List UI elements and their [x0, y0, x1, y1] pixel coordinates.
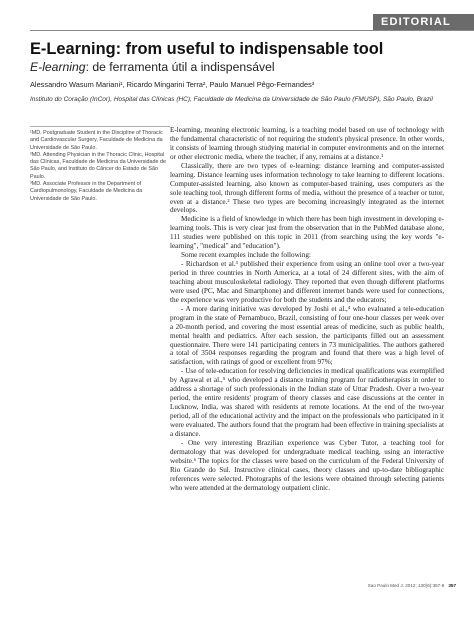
- body-paragraph: E-learning, meaning electronic learning, is a teaching model based on use of technology with the fundamental characteristic of not requiring the student's physical presence. In other words, it consists of learning through studying material in computer environments and on the internet or other electronic media, where the teacher, if any, remains at a distance.¹: [170, 126, 444, 161]
- article-subtitle: [30, 60, 460, 75]
- section-label: EDITORIAL: [373, 14, 474, 31]
- subtitle-rest: : de ferramenta útil a indispensável: [85, 60, 275, 74]
- article-body: [170, 126, 444, 492]
- body-paragraph: Classically, there are two types of e-learning: distance learning and computer-assisted learning. Distance learning uses information technology to take learning to different locations. Computer-assisted learning, also known as computer-based training, uses computers as the sole teaching tool, through different forms of media, without the presence of a teacher or tutor, even at a distance.² These two types are becoming increasingly integrated as the internet develops.: [170, 161, 444, 215]
- author-footnotes: [30, 126, 170, 203]
- page-footer: [368, 583, 456, 589]
- author-affiliation: Instituto do Coração (InCor), Hospital das Clínicas (HC), Faculdade de Medicina da Universidade de São Paulo (FMUSP), São Paulo, Brazil: [30, 96, 433, 103]
- body-list-item: - One very interesting Brazilian experience was Cyber Tutor, a teaching tool for dermatology that was developed for undergraduate medical teaching, using an interactive website.⁶ The topics for the classes were based on the curriculum of the Federal University of Rio Grande do Sul. Instructive clinical cases, theory classes and up-to-date bibliographic references were selected. Photographs of the lesions were obtained through selecting patients who were attended at the dermatology outpatient clinic.: [170, 438, 444, 492]
- body-paragraph: Medicine is a field of knowledge in which there has been high investment in developing e-learning tools. This is very clear just from the observation that in the PubMed database alone, 111 studies were published on this topic in 2011 (from searching using the key words "e-learning", "medical" and "education").: [170, 215, 444, 251]
- journal-citation: Sao Paulo Med J. 2012; 130(6):357-9: [367, 583, 445, 588]
- footnote: ³MD. Associate Professor in the Department of Cardiopulmonology, Faculdade de Medicina da Universidade de São Paulo.: [30, 181, 143, 202]
- body-list-item: - Use of tele-education for resolving deficiencies in medical qualifications was exemplified by Agrawal et al.,⁵ who developed a distance training program for radiotherapists in order to address a shortage of such professionals in the Indian state of Uttar Pradesh. Over a two-year period, the entire residents' program of theory classes and case discussions at the center in Lucknow, India, was shared with residents at remote locations. At the end of the two-year period, all of the educational activity and the impact on the professionals who participated in it were evaluated. The authors found that the program had been effective in training specialists at a distance.: [170, 367, 444, 438]
- body-list-item: - A more daring initiative was developed by Joshi et al.,⁴ who evaluated a tele-education program in the state of Pernambuco, Brazil, consisting of four one-hour classes per week over a 20-month period, and covering the most essential areas of medicine, such as public health, mental health and pediatrics. After each session, the participants filled out an assessment questionnaire. There were 141 participating centers in 73 municipalities. The authors gathered a total of 3504 responses regarding the program and found that there was a high level of satisfaction, with ratings of good or excellent from 97%;: [170, 304, 444, 367]
- footnote: ¹MD. Postgraduate Student in the Discipline of Thoracic and Cardiovascular Surgery, Faculdade de Medicina da Universidade de São Paulo.: [30, 130, 163, 151]
- article-title: E-Learning: from useful to indispensable tool: [30, 40, 384, 58]
- subtitle-italic-term: E-learning: [30, 60, 86, 74]
- footnote: ²MD. Attending Physician in the Thoracic Clinic, Hospital das Clínicas, Faculdade de Medicina da Universidade de São Paulo, and Instituto do Câncer do Estado de São Paulo.: [30, 151, 167, 180]
- body-paragraph: Some recent examples include the following:: [181, 251, 311, 260]
- page-number: 357: [448, 583, 456, 588]
- header-divider: [30, 30, 474, 31]
- author-list: Alessandro Wasum Mariani¹, Ricardo Mingarini Terra², Paulo Manuel Pêgo-Fernandes³: [30, 80, 315, 89]
- body-list-item: - Richardson et al.³ published their experience from using an online tool over a two-year period in three countries in North America, at a total of 24 different sites, with the aim of teaching about musculoskeletal radiology. They reported that even though different platforms were used (PC, Mac and Smartphone) and different internet bands were used for connections, the experience was very productive for both the students and the educators;: [170, 260, 444, 304]
